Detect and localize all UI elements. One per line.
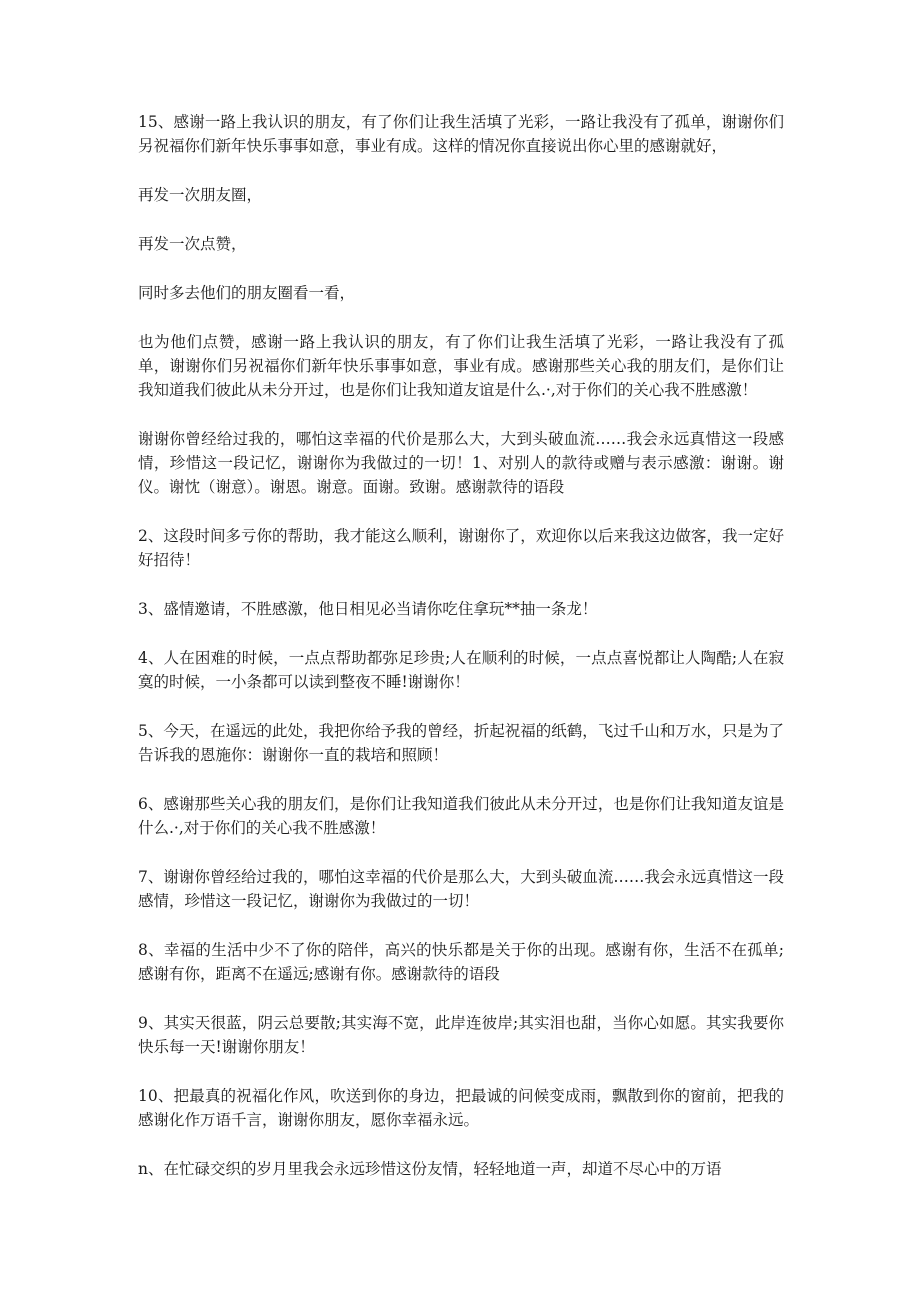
paragraph-11: 6、感谢那些关心我的朋友们，是你们让我知道我们彼此从未分开过，也是你们让我知道友谊是什么.·,对于你们的关心我不胜感激！ <box>138 795 784 837</box>
document-page <box>138 110 784 1206</box>
paragraph-16: n、在忙碌交织的岁月里我会永远珍惜这份友情，轻轻地道一声，却道不尽心中的万语 <box>138 1160 722 1178</box>
paragraph-10: 5、今天，在遥远的此处，我把你给予我的曾经，折起祝福的纸鹤，飞过千山和万水，只是为了告诉我的恩施你：谢谢你一直的栽培和照顾！ <box>138 722 784 764</box>
paragraph-5: 也为他们点赞，感谢一路上我认识的朋友，有了你们让我生活填了光彩，一路让我没有了孤单，谢谢你们另祝福你们新年快乐事事如意，事业有成。感谢那些关心我的朋友们，是你们让我知道我们彼此从未分开过，也是你们让我知道友谊是什么.·,对于你们的关心我不胜感激！ <box>138 333 784 399</box>
paragraph-4: 同时多去他们的朋友圈看一看， <box>138 284 356 302</box>
paragraph-15: 10、把最真的祝福化作风，吹送到你的身边，把最诚的问候变成雨，飘散到你的窗前，把我的感谢化作万语千言，谢谢你朋友，愿你幸福永远。 <box>138 1087 784 1129</box>
paragraph-9: 4、人在困难的时候，一点点帮助都弥足珍贵;人在顺利的时候，一点点喜悦都让人陶酷;人在寂寞的时候，一小条都可以读到整夜不睡!谢谢你！ <box>138 649 784 691</box>
paragraph-14: 9、其实天很蓝，阴云总要散;其实海不宽，此岸连彼岸;其实泪也甜，当你心如愿。其实我要你快乐每一天!谢谢你朋友！ <box>138 1014 784 1056</box>
paragraph-2: 再发一次朋友圈， <box>138 186 263 204</box>
paragraph-6: 谢谢你曾经给过我的，哪怕这幸福的代价是那么大，大到头破血流……我会永远真惜这一段感情，珍惜这一段记忆，谢谢你为我做过的一切！1、对别人的款待或赠与表示感激：谢谢。谢仪。谢忱（谢意）。谢恩。谢意。面谢。致谢。感谢款待的语段 <box>138 430 784 496</box>
paragraph-12: 7、谢谢你曾经给过我的，哪怕这幸福的代价是那么大，大到头破血流……我会永远真惜这一段感情，珍惜这一段记忆，谢谢你为我做过的一切！ <box>138 868 784 910</box>
paragraph-3: 再发一次点赞， <box>138 235 247 253</box>
paragraph-7: 2、这段时间多亏你的帮助，我才能这么顺利，谢谢你了，欢迎你以后来我这边做客，我一定好好招待！ <box>138 527 784 569</box>
paragraph-8: 3、盛情邀请，不胜感激，他日相见必当请你吃住拿玩**抽一条龙！ <box>138 600 598 618</box>
paragraph-1: 15、感谢一路上我认识的朋友，有了你们让我生活填了光彩，一路让我没有了孤单，谢谢你们另祝福你们新年快乐事事如意，事业有成。这样的情况你直接说出你心里的感谢就好， <box>138 113 784 155</box>
paragraph-13: 8、幸福的生活中少不了你的陪伴，高兴的快乐都是关于你的出现。感谢有你，生活不在孤单;感谢有你，距离不在遥远;感谢有你。感谢款待的语段 <box>138 941 784 983</box>
